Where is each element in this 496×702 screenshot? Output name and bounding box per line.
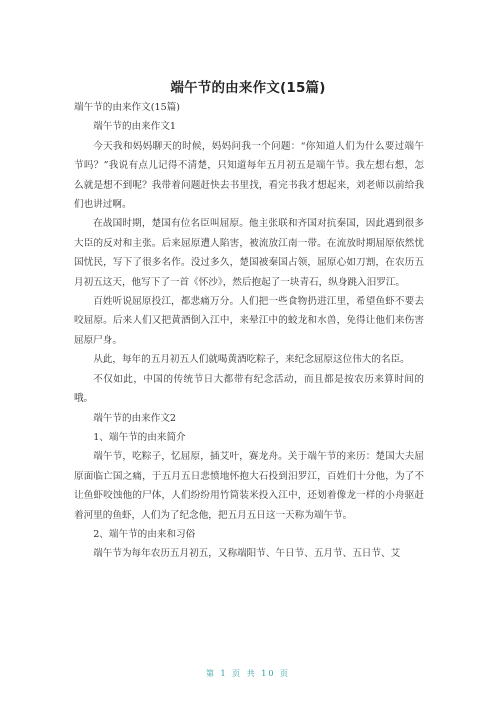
paragraph: 1、端午节的由来简介 <box>93 431 186 443</box>
paragraph: 2、端午节的由来和习俗 <box>93 528 196 540</box>
paragraph: 今天我和妈妈聊天的时候，妈妈问我一个问题：“你知道人们为什么要过端午节吗？”我说有点儿记得不清楚，只知道每年五月初五是端午节。我左想右想，怎么就是想不到呢？我带着问题赶快去书里找，看完书我才想起来，刘老师以前给我们也讲过啊。 <box>74 140 424 211</box>
paragraph: 端午节的由来作文2 <box>93 412 177 424</box>
paragraph: 不仅如此，中国的传统节日大都带有纪念活动，而且都是按农历来算时间的哦。 <box>74 373 424 405</box>
page-footer: 第 1 页 共 10 页 <box>206 669 290 678</box>
paragraph: 端午节的由来作文1 <box>93 121 177 133</box>
paragraph: 从此，每年的五月初五人们就喝黄酒吃粽子，来纪念屈原这位伟大的名臣。 <box>93 354 410 366</box>
paragraph: 端午节的由来作文(15篇) <box>74 102 181 113</box>
paragraph: 端午节为每年农历五月初五，又称端阳节、午日节、五月节、五日节、艾 <box>93 548 401 560</box>
paragraph: 百姓听说屈原投江，都悲痛万分。人们把一些食物扔进江里，希望鱼虾不要去咬屈原。后来人们又把黄酒倒入江中，来晕江中的蛟龙和水兽，免得让他们来伤害屈原尸身。 <box>74 296 424 346</box>
paragraph: 端午节，吃粽子，忆屈原，插艾叶，赛龙舟。关于端午节的来历：楚国大夫屈原面临亡国之痛，于五月五日悲愤地怀抱大石投到汨罗江，百姓们十分他，为了不让鱼虾咬蚀他的尸体，人们纷纷用竹筒装米投入江中，还划着像龙一样的小舟驱赶着河里的鱼虾，人们为了纪念他，把五月五日这一天称为端午节。 <box>74 451 424 521</box>
document-title: 端午节的由来作文(15篇) <box>170 80 326 96</box>
paragraph: 在战国时期，楚国有位名臣叫屈原。他主张联和齐国对抗秦国，因此遇到很多大臣的反对和主张。后来屈原遭人陷害，被流放江南一带。在流放时期屈原依然忧国忧民，写下了很多名作。没过多久，楚国被秦国占领，屈原心如刀割，在农历五月初五这天，他写下了一首《怀沙》，然后抱起了一块青石，纵身跳入汨罗江。 <box>74 218 424 288</box>
document-body <box>74 98 424 564</box>
